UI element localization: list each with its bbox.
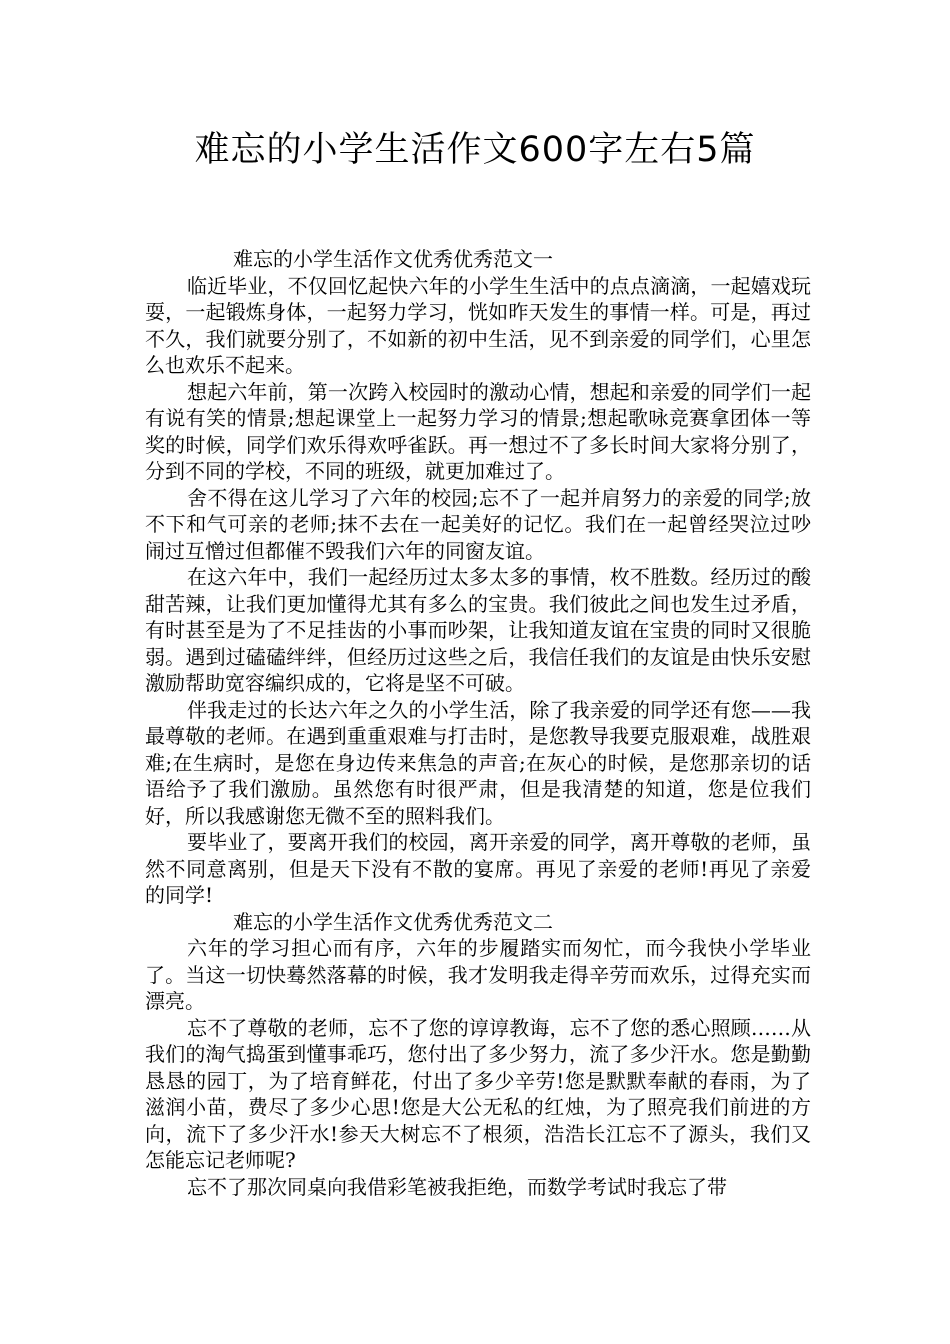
- paragraph: 忘不了那次同桌向我借彩笔被我拒绝，而数学考试时我忘了带: [187, 1174, 727, 1199]
- document-body: [145, 246, 811, 1200]
- paragraph: 在这六年中，我们一起经历过太多太多的事情，枚不胜数。经历过的酸甜苦辣，让我们更加懂得尤其有多么的宝贵。我们彼此之间也发生过矛盾，有时甚至是为了不足挂齿的小事而吵架，让我知道友谊在宝贵的同时又很脆弱。遇到过磕磕绊绊，但经历过这些之后，我信任我们的友谊是由快乐安慰激励帮助宽容编织成的，它将是坚不可破。: [145, 565, 811, 695]
- paragraph: 要毕业了，要离开我们的校园，离开亲爱的同学，离开尊敬的老师，虽然不同意离别，但是天下没有不散的宴席。再见了亲爱的老师!再见了亲爱的同学!: [145, 830, 811, 907]
- paragraph: 忘不了尊敬的老师，忘不了您的谆谆教诲，忘不了您的悉心照顾……从我们的淘气捣蛋到懂事乖巧，您付出了多少努力，流了多少汗水。您是勤勤恳恳的园丁，为了培育鲜花，付出了多少辛劳!您是默默奉献的春雨，为了滋润小苗，费尽了多少心思!您是大公无私的红烛，为了照亮我们前进的方向，流下了多少汗水!参天大树忘不了根须，浩浩长江忘不了源头，我们又怎能忘记老师呢?: [145, 1015, 811, 1172]
- paragraph: 伴我走过的长达六年之久的小学生活，除了我亲爱的同学还有您——我最尊敬的老师。在遇到重重艰难与打击时，是您教导我要克服艰难，战胜艰难;在生病时，是您在身边传来焦急的声音;在灰心的时候，是您那亲切的话语给予了我们激励。虽然您有时很严肃，但是我清楚的知道，您是位我们好，所以我感谢您无微不至的照料我们。: [145, 697, 811, 828]
- paragraph: 临近毕业，不仅回忆起快六年的小学生生活中的点点滴滴，一起嬉戏玩耍，一起锻炼身体，一起努力学习，恍如昨天发生的事情一样。可是，再过不久，我们就要分别了，不如新的初中生活，见不到亲爱的同学们，心里怎么也欢乐不起来。: [145, 273, 811, 377]
- section-heading: 难忘的小学生活作文优秀优秀范文二: [233, 909, 553, 934]
- paragraph: 六年的学习担心而有序，六年的步履踏实而匆忙，而今我快小学毕业了。当这一切快蓦然落幕的时候，我才发明我走得辛劳而欢乐，过得充实而漂亮。: [145, 936, 811, 1013]
- section-heading: 难忘的小学生活作文优秀优秀范文一: [233, 247, 553, 271]
- document-title: 难忘的小学生活作文600字左右5篇: [194, 130, 756, 170]
- paragraph: 想起六年前，第一次跨入校园时的激动心情，想起和亲爱的同学们一起有说有笑的情景;想起课堂上一起努力学习的情景;想起歌咏竞赛拿团体一等奖的时候，同学们欢乐得欢呼雀跃。再一想过不了多长时间大家将分别了，分到不同的学校，不同的班级，就更加难过了。: [145, 379, 811, 483]
- paragraph: 舍不得在这儿学习了六年的校园;忘不了一起并肩努力的亲爱的同学;放不下和气可亲的老师;抹不去在一起美好的记忆。我们在一起曾经哭泣过吵闹过互憎过但都催不毁我们六年的同窗友谊。: [145, 485, 811, 563]
